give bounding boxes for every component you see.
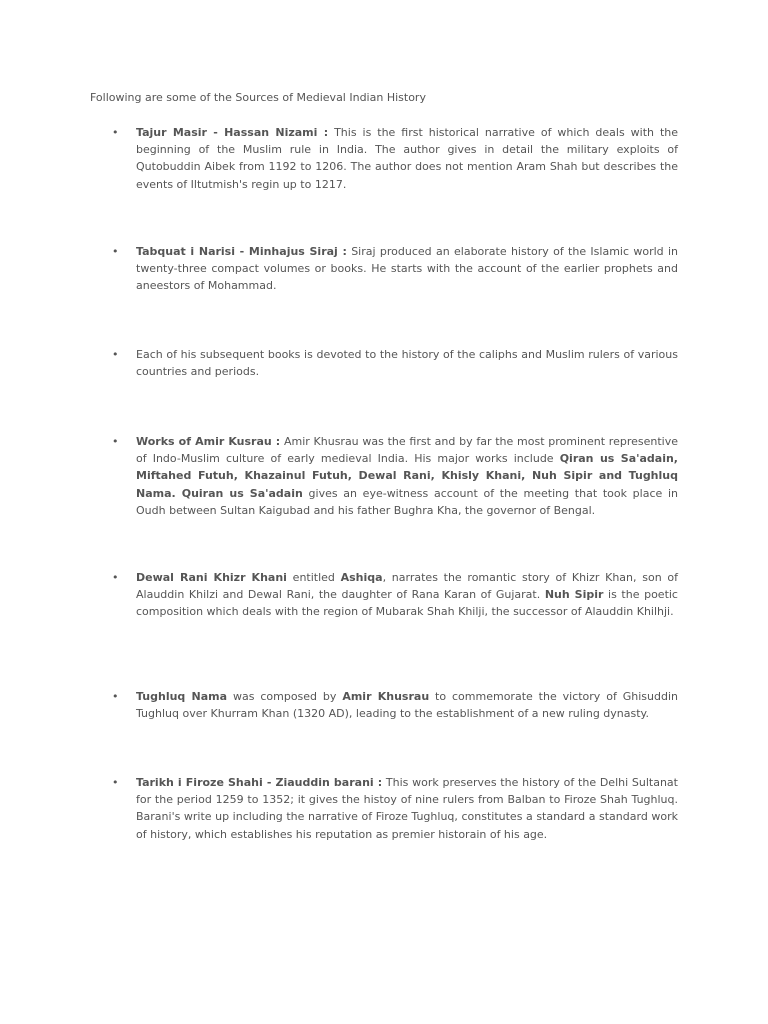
source-list-item [112,433,678,519]
source-body-text: This work preserves the history of the Delhi Sultanat for the period 1259 to 1352; it gives the histoy of nine rulers from Balban to Firoze Shah Tughluq. Barani's write up including the narrative of Firoze Tughluq, constitutes a standard a standard work of history, which establishes his reputation as premier historain of his age. [136,776,678,841]
source-title-text: Qiran us Sa'adain, Miftahed Futuh, Khazainul Futuh, Dewal Rani, Khisly Khani, Nuh Sipir and Tughluq Nama. Quiran us Sa'adain [136,452,678,500]
bullet-icon: • [112,348,119,361]
source-title-text: Amir Khusrau [342,690,430,703]
source-list-item [112,688,678,722]
bullet-icon: • [112,245,119,258]
source-list-item [112,124,678,193]
source-title-text: Tajur Masir - Hassan Nizami : [136,126,329,139]
bullet-icon: • [112,776,119,789]
source-body-text: entitled [286,571,341,584]
source-body-text: is the poetic composition which deals with the region of Mubarak Shah Khilji, the successor of Alauddin Khilhji. [136,588,678,619]
source-list-item [112,774,678,843]
source-body-text: gives an eye-witness account of the meeting that took place in Oudh between Sultan Kaigubad and his father Bughra Kha, the governor of Bengal. [136,486,678,517]
bullet-icon: • [112,571,119,584]
source-body-text: Each of his subsequent books is devoted to the history of the caliphs and Muslim rulers of various countries and periods. [136,348,678,379]
source-body-text: , narrates the romantic story of Khizr Khan, son of Alauddin Khilzi and Dewal Rani, the daughter of Rana Karan of Gujarat. [136,571,678,602]
source-body-text: was composed by [227,690,343,703]
source-title-text: Tarikh i Firoze Shahi - Ziauddin barani : [136,776,383,789]
source-list-item [112,243,678,295]
bullet-icon: • [112,435,119,448]
source-title-text: Tabquat i Narisi - Minhajus Siraj : [136,245,347,258]
source-title-text: Works of Amir Kusrau : [136,435,281,448]
source-title-text: Dewal Rani Khizr Khani [136,571,287,584]
bullet-icon: • [112,126,119,139]
source-body-text: Siraj produced an elaborate history of the Islamic world in twenty-three compact volumes or books. He starts with the account of the earlier prophets and aneestors of Mohammad. [136,245,678,293]
source-body-text: This is the first historical narrative of which deals with the beginning of the Muslim rule in India. The author gives in detail the military exploits of Qutobuddin Aibek from 1192 to 1206. The author does not mention Aram Shah but describes the events of Iltutmish's regin up to 1217. [136,126,678,191]
source-title-text: Ashiqa [340,571,383,584]
intro-heading: Following are some of the Sources of Medieval Indian History [90,91,426,104]
source-body-text: to commemorate the victory of Ghisuddin Tughluq over Khurram Khan (1320 AD), leading to the establishment of a new ruling dynasty. [136,690,678,721]
source-body-text: Amir Khusrau was the first and by far the most prominent representive of Indo-Muslim culture of early medieval India. His major works include [136,435,678,466]
source-list-item [112,346,678,380]
source-list-item [112,569,678,621]
source-title-text: Tughluq Nama [136,690,228,703]
source-title-text: Nuh Sipir [544,588,604,602]
bullet-icon: • [112,690,119,703]
